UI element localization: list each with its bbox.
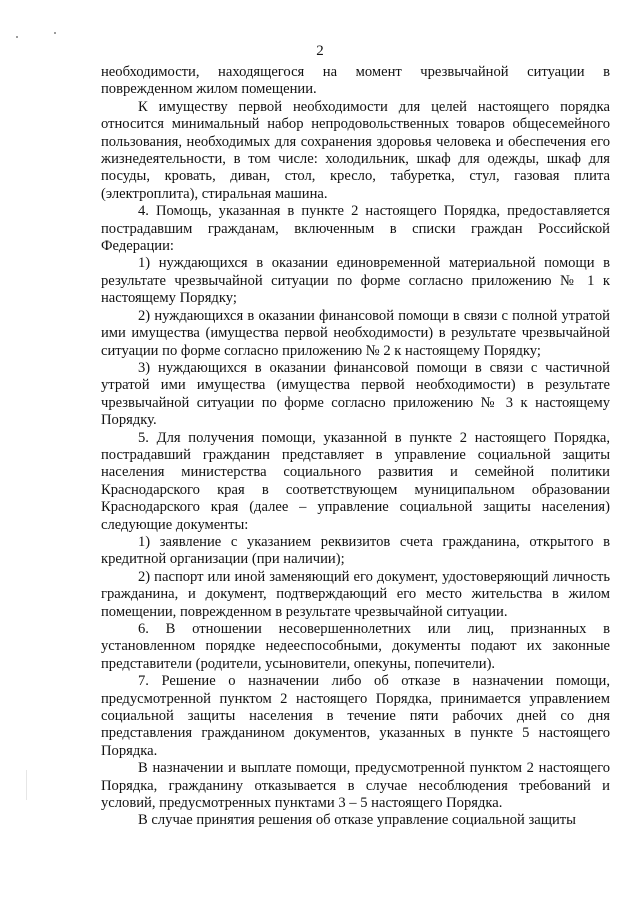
document-body: [101, 64, 610, 830]
paragraph-5: 5. Для получения помощи, указанной в пункте 2 настоящего Порядка, пострадавший гражданин представляет в управление социальной защиты населения министерства социального развития и семейной политики Краснодарского края в соответствующем муниципальном образовании Краснодарского края (далее – управление социальной защиты населения) следующие документы:: [101, 429, 610, 533]
scan-margin-mark: [26, 770, 27, 800]
paragraph-continuation: необходимости, находящегося на момент чрезвычайной ситуации в поврежденном жилом помещении.: [101, 64, 610, 98]
list-item-4-1: 1) нуждающихся в оказании единовременной материальной помощи в результате чрезвычайной ситуации по форме согласно приложению № 1 к настоящему Порядку;: [101, 255, 610, 307]
list-item-5-2: 2) паспорт или иной заменяющий его документ, удостоверяющий личность гражданина, и документ, подтверждающий его место жительства в жилом помещении, поврежденном в результате чрезвычайной ситуации.: [101, 568, 610, 620]
page-number: 2: [316, 43, 324, 59]
list-item-4-3: 3) нуждающихся в оказании финансовой помощи в связи с частичной утратой ими имущества (имущества первой необходимости) в результате чрезвычайной ситуации по форме согласно приложению № 3 к настоящему Порядку.: [101, 359, 610, 429]
paragraph-4: 4. Помощь, указанная в пункте 2 настоящего Порядка, предоставляется пострадавшим гражданам, включенным в списки граждан Российской Федерации:: [101, 203, 610, 255]
list-item-4-2: 2) нуждающихся в оказании финансовой помощи в связи с полной утратой ими имущества (имущества первой необходимости) в результате чрезвычайной ситуации по форме согласно приложению № 2 к настоящему Порядку;: [101, 307, 610, 359]
paragraph-6: 6. В отношении несовершеннолетних или лиц, признанных в установленном порядке недееспособными, документы подают их законные представители (родители, усыновители, опекуны, попечители).: [101, 621, 610, 672]
paragraph-essential-property: К имуществу первой необходимости для целей настоящего порядка относится минимальный набор непродовольственных товаров общесемейного пользования, необходимых для сохранения здоровья человека и обеспечения его жизнедеятельности, в том числе: холодильник, шкаф для одежды, шкаф для посуды, кровать, диван, стол, кресло, табуретка, стул, газовая плита (электроплита), стиральная машина.: [101, 98, 610, 202]
paragraph-7: 7. Решение о назначении либо об отказе в назначении помощи, предусмотренной пунктом 2 настоящего Порядка, принимается управлением социальной защиты населения в течение пяти рабочих дней со дня представления гражданином документов, указанных в пункте 5 настоящего Порядка.: [101, 673, 610, 759]
scan-specks: [14, 26, 74, 40]
paragraph-refusal-decision: В случае принятия решения об отказе управление социальной защиты: [138, 812, 576, 829]
paragraph-refusal: В назначении и выплате помощи, предусмотренной пунктом 2 настоящего Порядка, гражданину отказывается в случае несоблюдения требований и условий, предусмотренных пунктами 3 – 5 настоящего Порядка.: [101, 760, 610, 812]
list-item-5-1: 1) заявление с указанием реквизитов счета гражданина, открытого в кредитной организации (при наличии);: [101, 533, 610, 568]
